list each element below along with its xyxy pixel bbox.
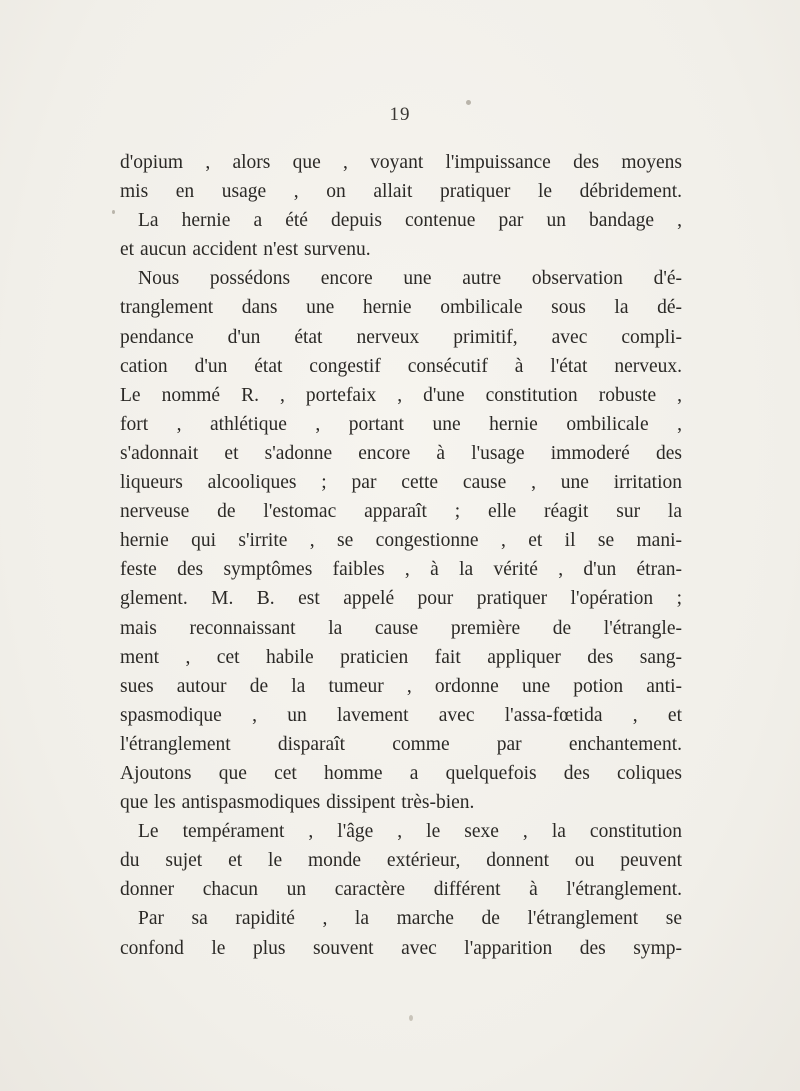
- text-line: sues autour de la tumeur , ordonne une potion anti-: [120, 675, 682, 697]
- text-line: Le nommé R. , portefaix , d'une constitution robuste ,: [120, 384, 682, 406]
- text-line: cation d'un état congestif consécutif à l'état nerveux.: [120, 355, 682, 377]
- text-line: liqueurs alcooliques ; par cette cause , une irritation: [120, 472, 682, 494]
- text-line: l'étranglement disparaît comme par enchantement.: [120, 733, 682, 755]
- paper-speck: [409, 1015, 413, 1021]
- text-line: que les antispasmodiques dissipent très-bien.: [120, 792, 475, 814]
- text-line: nerveuse de l'estomac apparaît ; elle réagit sur la: [120, 501, 682, 523]
- text-line: mis en usage , on allait pratiquer le débridement.: [120, 181, 682, 203]
- text-line: confond le plus souvent avec l'apparition des symp-: [120, 937, 682, 959]
- text-line: d'opium , alors que , voyant l'impuissance des moyens: [120, 152, 682, 173]
- text-line: spasmodique , un lavement avec l'assa-fœtida , et: [120, 704, 682, 726]
- text-line: fort , athlétique , portant une hernie ombilicale ,: [120, 413, 682, 435]
- text-line: feste des symptômes faibles , à la vérité , d'un étran-: [120, 559, 682, 581]
- text-line: pendance d'un état nerveux primitif, avec compli-: [120, 326, 682, 348]
- text-line: Par sa rapidité , la marche de l'étranglement se: [138, 908, 682, 930]
- text-line: et aucun accident n'est survenu.: [120, 239, 371, 261]
- text-line: ment , cet habile praticien fait appliquer des sang-: [120, 646, 682, 668]
- text-line: tranglement dans une hernie ombilicale sous la dé-: [120, 297, 682, 319]
- text-line: mais reconnaissant la cause première de l'étrangle-: [120, 617, 682, 639]
- text-line: glement. M. B. est appelé pour pratiquer l'opération ;: [120, 588, 682, 610]
- text-line: Ajoutons que cet homme a quelquefois des coliques: [120, 762, 682, 784]
- text-line: Le tempérament , l'âge , le sexe , la constitution: [138, 821, 682, 843]
- text-line: s'adonnait et s'adonne encore à l'usage immoderé des: [120, 442, 682, 464]
- body-text: [120, 148, 682, 963]
- paper-speck: [112, 210, 115, 214]
- text-line: La hernie a été depuis contenue par un bandage ,: [138, 210, 682, 232]
- text-line: donner chacun un caractère différent à l'étranglement.: [120, 879, 682, 901]
- text-line: du sujet et le monde extérieur, donnent ou peuvent: [120, 850, 682, 872]
- text-line: Nous possédons encore une autre observation d'é-: [138, 268, 682, 290]
- text-line: hernie qui s'irrite , se congestionne , et il se mani-: [120, 530, 682, 552]
- page-number: 19: [389, 104, 411, 125]
